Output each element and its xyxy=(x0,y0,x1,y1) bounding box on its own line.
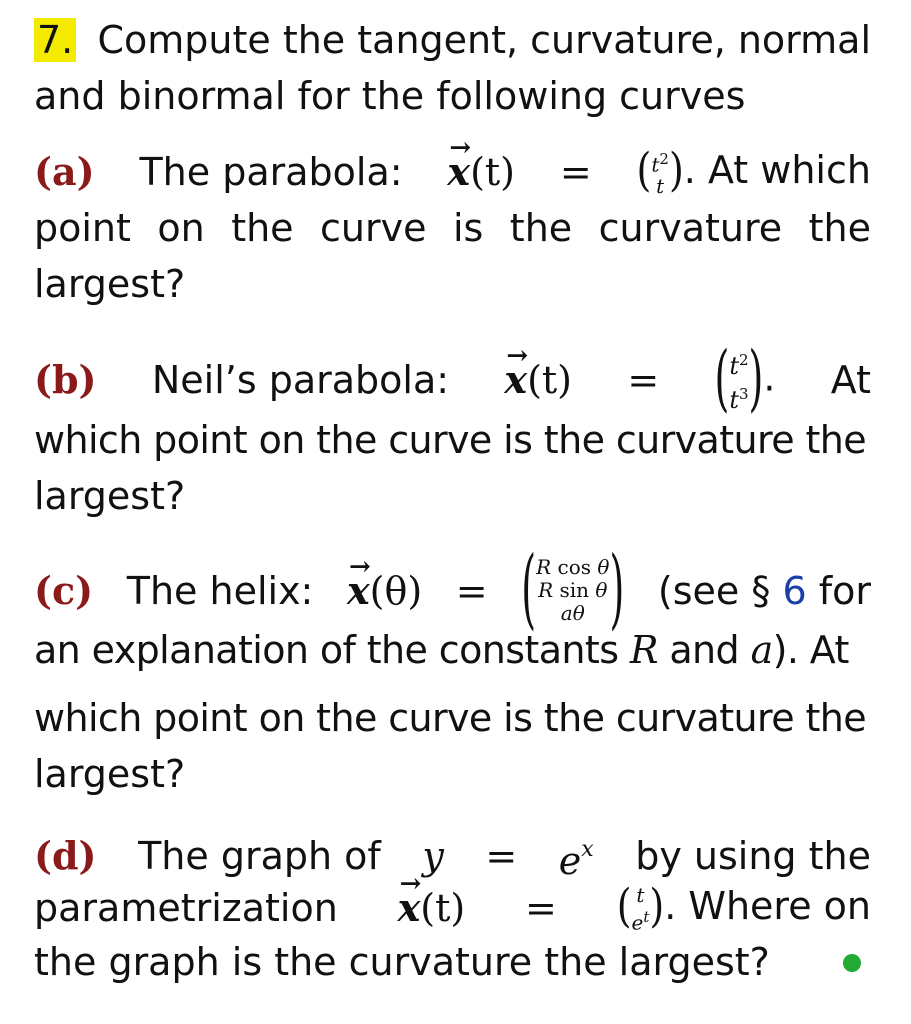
part-c-line-3-text: which point on the curve is the curvature the xyxy=(34,696,867,740)
matrix-entry: R xyxy=(538,578,554,602)
problem-title-line-1 xyxy=(34,16,871,64)
equals-sign: = xyxy=(627,358,660,402)
exponent: t xyxy=(643,907,650,926)
part-a-vector: ( $t^2$ t ). At which xyxy=(636,143,871,199)
exponent: x xyxy=(581,837,594,862)
part-c-line-2-text: an explanation of the constants xyxy=(34,628,619,672)
part-a-matrix xyxy=(651,148,669,198)
equals-sign: = xyxy=(485,833,518,878)
part-d-line-1 xyxy=(34,826,871,885)
part-b-vector: ( $t^2$ $t^3$ ). xyxy=(714,335,776,420)
part-d-matrix xyxy=(632,884,650,934)
part-d-line-2 xyxy=(34,879,871,935)
part-c-line-2 xyxy=(34,626,871,674)
part-a-line-1 xyxy=(34,143,871,199)
equals-sign: = xyxy=(455,568,488,613)
equals-sign: = xyxy=(525,885,557,930)
matrix-entry: R xyxy=(536,555,552,579)
part-b-text: Neil’s parabola: xyxy=(151,358,450,402)
vector-x: → x xyxy=(504,356,527,404)
part-a-label: (a) xyxy=(34,148,95,194)
part-b-label: (b) xyxy=(34,357,97,402)
part-c-and: and xyxy=(669,628,740,672)
part-a-line-3-text: largest? xyxy=(34,262,186,306)
matrix-entry: aθ xyxy=(560,601,585,625)
cos-fn: cos xyxy=(557,555,592,579)
matrix-entry: t xyxy=(636,882,645,907)
part-c-line-1 xyxy=(34,537,871,639)
part-c-text: The helix: xyxy=(126,568,314,613)
part-c-label: (c) xyxy=(34,567,94,613)
matrix-entry: e xyxy=(631,910,644,935)
part-b-line-3-text: largest? xyxy=(34,474,186,518)
part-c-arg: (θ) xyxy=(369,568,423,613)
part-d-line-2-text: parametrization xyxy=(34,885,338,930)
part-b-line-2 xyxy=(34,416,871,464)
part-a-line-2-text: point on the curve is the curvature the xyxy=(34,206,871,250)
matrix-entry: t xyxy=(729,386,739,414)
part-b-line-1 xyxy=(34,335,871,420)
part-d-arg: (t) xyxy=(420,885,466,930)
part-d-vector: ( t $e^t$ ). Where on xyxy=(616,879,871,935)
sin-fn: sin xyxy=(559,578,590,602)
part-b-text-3: At xyxy=(830,358,871,402)
vector-x: → x xyxy=(347,567,370,615)
exponent: 2 xyxy=(738,351,749,369)
part-b-matrix xyxy=(729,346,748,414)
part-b-line-2-text: which point on the curve is the curvature the xyxy=(34,418,867,462)
problem-title-2: and binormal for the following curves xyxy=(34,74,746,118)
part-a-text: The parabola: xyxy=(139,149,403,194)
part-d-label: (d) xyxy=(34,832,97,878)
part-d-line-3 xyxy=(34,938,871,986)
part-c-line-4 xyxy=(34,750,871,798)
constant-a: a xyxy=(750,628,773,672)
vector-x: → x xyxy=(398,884,421,932)
matrix-entry: t xyxy=(729,352,739,380)
status-dot-icon xyxy=(843,954,861,972)
part-a-text-2: . At which xyxy=(683,148,871,192)
vector-x: → x xyxy=(447,148,470,196)
part-b-period: . xyxy=(763,355,776,400)
part-b-arg: (t) xyxy=(527,358,572,402)
part-c-matrix xyxy=(536,556,609,625)
theta: θ xyxy=(597,555,610,579)
exponent: 2 xyxy=(659,149,669,168)
problem-number: 7. xyxy=(34,18,76,62)
part-d-line-3-text: the graph is the curvature the largest? xyxy=(34,940,770,984)
part-c-line-3 xyxy=(34,694,871,742)
equals-sign: = xyxy=(559,149,592,194)
part-a-line-2 xyxy=(34,204,871,252)
theta: θ xyxy=(595,578,608,602)
part-a-line-3 xyxy=(34,260,871,308)
exp-base: e xyxy=(558,839,582,883)
matrix-entry: t xyxy=(651,152,660,177)
part-c-vector: ( R cos θ R sin θ aθ ) xyxy=(521,537,625,639)
problem-title-1: Compute the tangent, curvature, normal xyxy=(97,18,871,62)
part-d-line-2-end: . Where on xyxy=(664,884,871,928)
part-c-line-4-text: largest? xyxy=(34,752,186,796)
problem-title-line-2 xyxy=(34,72,871,120)
see-section-text: (see § xyxy=(657,568,771,613)
variable-y: y xyxy=(422,833,444,878)
part-d-text-2: by using the xyxy=(635,833,871,878)
matrix-entry: t xyxy=(656,174,665,199)
part-a-arg: (t) xyxy=(470,149,515,194)
part-d-text: The graph of xyxy=(138,833,381,878)
part-c-for: for xyxy=(818,568,871,613)
part-c-line-2-end: ). At xyxy=(772,628,849,672)
exponent: 3 xyxy=(738,385,749,403)
section-link[interactable]: 6 xyxy=(782,568,807,613)
part-b-line-3 xyxy=(34,472,871,520)
constant-R: R xyxy=(629,628,658,672)
